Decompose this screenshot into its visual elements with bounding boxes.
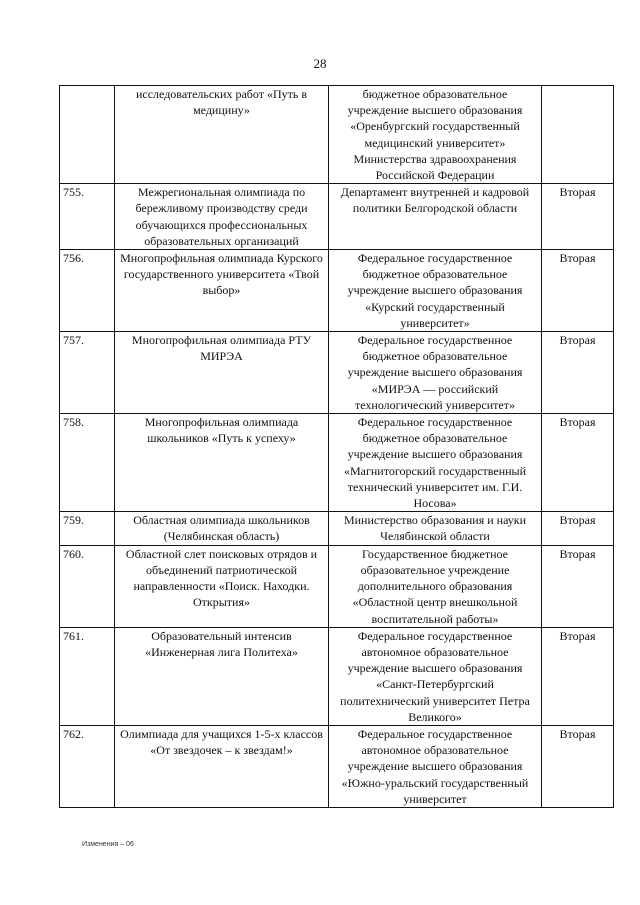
organizer: Департамент внутренней и кадровой политики Белгородской области (329, 184, 542, 250)
page-number: 28 (313, 56, 327, 71)
row-number: 758. (60, 414, 115, 512)
olympiad-level (542, 86, 614, 184)
organizer: Федеральное государственное бюджетное образовательное учреждение высшего образования «Курский государственный университет» (329, 250, 542, 332)
olympiad-level: Вторая (542, 512, 614, 545)
row-number: 756. (60, 250, 115, 332)
olympiad-name: Межрегиональная олимпиада по бережливому производству среди обучающихся профессиональных образовательных организаций (115, 184, 329, 250)
olympiad-level: Вторая (542, 332, 614, 414)
organizer: Министерство образования и науки Челябинской области (329, 512, 542, 545)
footer-note: Изменения – 06 (82, 841, 134, 848)
table-row (60, 725, 614, 807)
table-row (60, 414, 614, 512)
organizer: Федеральное государственное автономное образовательное учреждение высшего образования «Санкт-Петербургский политехнический университет Петра Великого» (329, 627, 542, 725)
olympiad-name: Многопрофильная олимпиада школьников «Путь к успеху» (115, 414, 329, 512)
row-number: 761. (60, 627, 115, 725)
organizer: Государственное бюджетное образовательное учреждение дополнительного образования «Областной центр внешкольной воспитательной работы» (329, 545, 542, 627)
table-row (60, 250, 614, 332)
olympiad-name: Многопрофильная олимпиада Курского государственного университета «Твой выбор» (115, 250, 329, 332)
row-number: 760. (60, 545, 115, 627)
row-number: 762. (60, 725, 115, 807)
olympiad-name: исследовательских работ «Путь в медицину» (115, 86, 329, 184)
organizer: бюджетное образовательное учреждение высшего образования «Оренбургский государственный медицинский университет» Министерства здравоохранения Российской Федерации (329, 86, 542, 184)
olympiad-level: Вторая (542, 725, 614, 807)
olympiad-name: Областной слет поисковых отрядов и объединений патриотической направленности «Поиск. Находки. Открытия» (115, 545, 329, 627)
olympiad-level: Вторая (542, 627, 614, 725)
table-row (60, 512, 614, 545)
olympiad-level: Вторая (542, 414, 614, 512)
olympiad-level: Вторая (542, 184, 614, 250)
olympiad-table (59, 85, 614, 808)
olympiad-level: Вторая (542, 250, 614, 332)
row-number: 755. (60, 184, 115, 250)
organizer: Федеральное государственное автономное образовательное учреждение высшего образования «Южно-уральский государственный университет (329, 725, 542, 807)
table-row (60, 627, 614, 725)
table-row (60, 184, 614, 250)
row-number (60, 86, 115, 184)
row-number: 759. (60, 512, 115, 545)
olympiad-level: Вторая (542, 545, 614, 627)
table-row (60, 545, 614, 627)
olympiad-name: Олимпиада для учащихся 1-5-х классов «От звездочек – к звездам!» (115, 725, 329, 807)
table-row (60, 332, 614, 414)
organizer: Федеральное государственное бюджетное образовательное учреждение высшего образования «Магнитогорский государственный технический университет им. Г.И. Носова» (329, 414, 542, 512)
olympiad-name: Многопрофильная олимпиада РТУ МИРЭА (115, 332, 329, 414)
organizer: Федеральное государственное бюджетное образовательное учреждение высшего образования «МИРЭА — российский технологический университет» (329, 332, 542, 414)
table-row (60, 86, 614, 184)
olympiad-name: Областная олимпиада школьников (Челябинская область) (115, 512, 329, 545)
row-number: 757. (60, 332, 115, 414)
olympiad-name: Образовательный интенсив «Инженерная лига Политеха» (115, 627, 329, 725)
